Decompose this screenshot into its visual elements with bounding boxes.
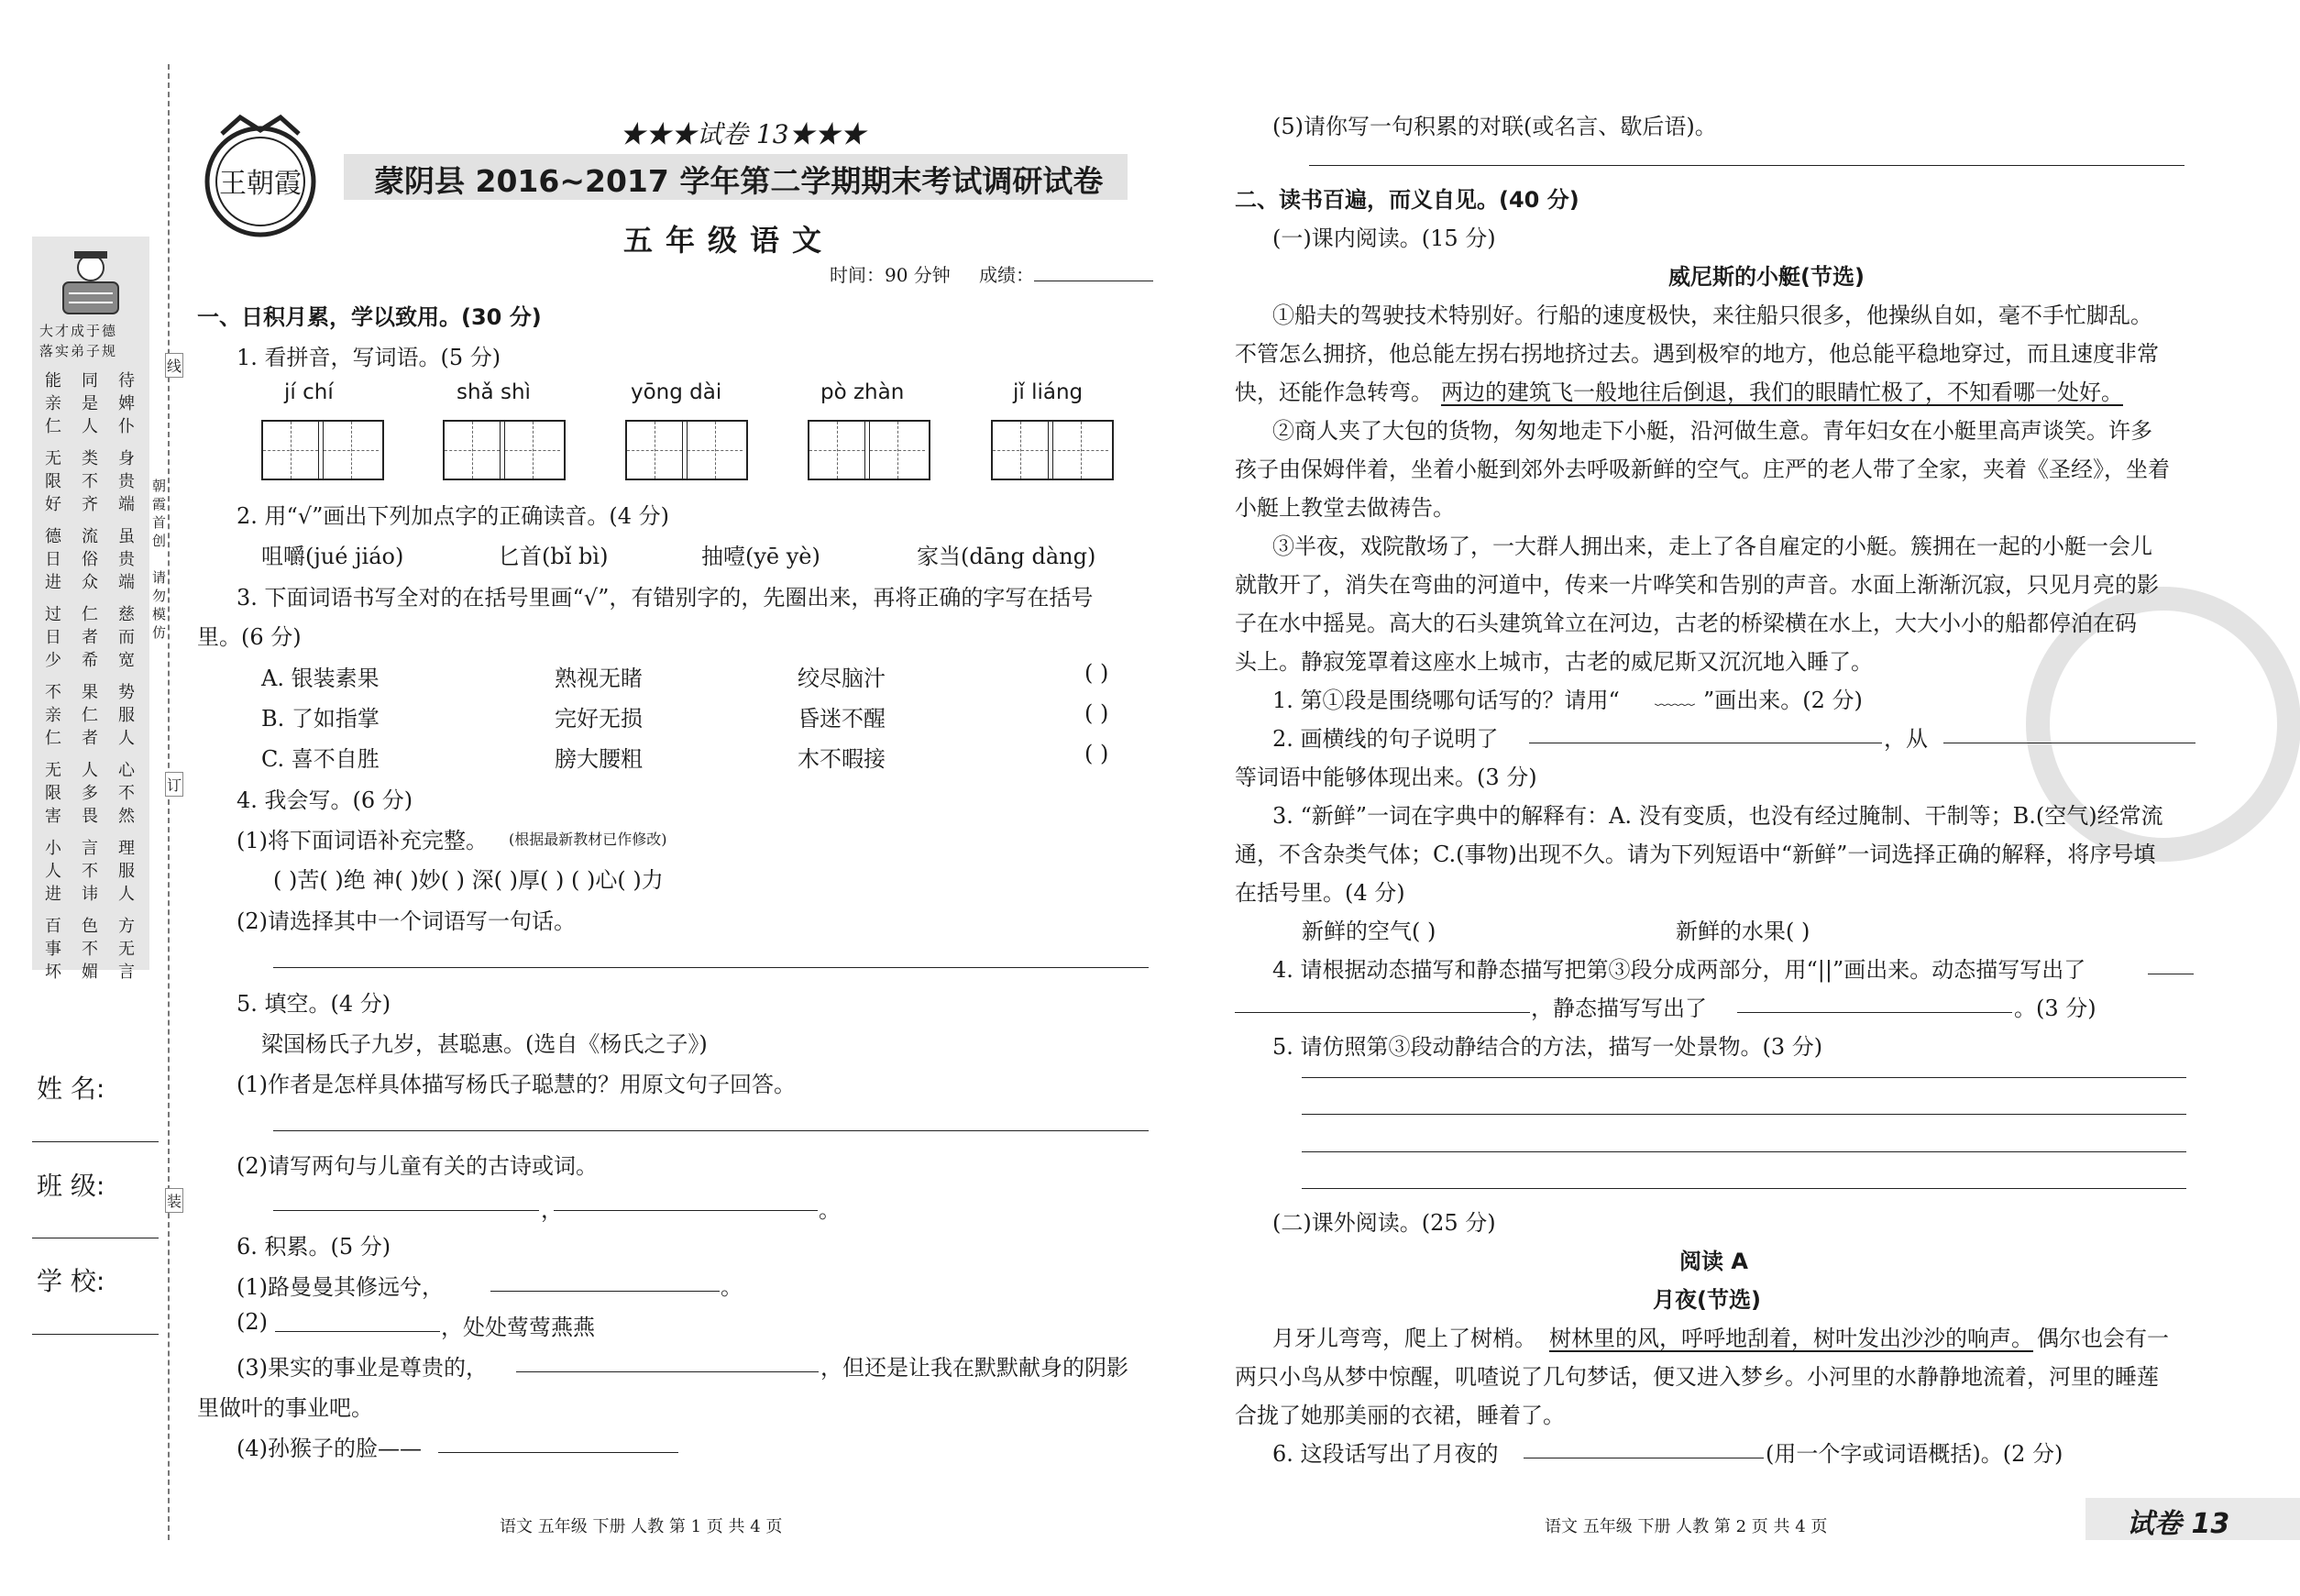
motto-col: 方无言 bbox=[118, 917, 135, 982]
answer-line[interactable] bbox=[438, 1452, 678, 1453]
answer-line[interactable] bbox=[273, 967, 1149, 968]
page-footer-right: 语文 五年级 下册 人教 第 2 页 共 4 页 bbox=[1545, 1517, 1828, 1536]
page-footer-left: 语文 五年级 下册 人教 第 1 页 共 4 页 bbox=[500, 1517, 783, 1536]
passage-2-line: 偶尔也会有一 bbox=[2037, 1326, 2169, 1351]
q4-2-text: (2)请选择其中一个词语写一句话。 bbox=[237, 908, 576, 934]
q4-text: 4. 我会写。(6 分) bbox=[237, 787, 413, 813]
name-field[interactable] bbox=[32, 1141, 159, 1142]
rq1-text-cont: ”画出来。(2 分) bbox=[1703, 688, 1863, 713]
series-badge: 试卷 13 bbox=[2127, 1508, 2230, 1540]
rq5-text: 5. 请仿照第③段动静结合的方法，描写一处景物。(3 分) bbox=[1272, 1034, 1823, 1060]
motto-col: 过日少 bbox=[45, 605, 61, 670]
answer-line[interactable] bbox=[1737, 1012, 2012, 1013]
motto-col: 仁者希 bbox=[82, 605, 98, 670]
time-label: 时间：90 分钟 bbox=[830, 264, 951, 286]
q2-text: 2. 用“√”画出下列加点字的正确读音。(4 分) bbox=[237, 503, 669, 529]
motto-col: 无限好 bbox=[45, 449, 61, 514]
q3-row-c-1: C. 喜不自胜 bbox=[261, 746, 380, 772]
motto-col: 虽贵端 bbox=[118, 527, 135, 592]
q3-row-a-2: 熟视无睹 bbox=[555, 666, 643, 691]
motto-col: 言不讳 bbox=[82, 839, 98, 904]
pinyin-3: yōng dài bbox=[631, 380, 722, 404]
motto-col: 不亲仁 bbox=[45, 683, 61, 748]
q3-row-b-3: 昏迷不醒 bbox=[798, 706, 886, 732]
rq2-text-end: 等词语中能够体现出来。(3 分) bbox=[1235, 765, 1537, 790]
q6-1-text: (1)路曼曼其修远兮， bbox=[237, 1274, 444, 1300]
answer-line[interactable] bbox=[1309, 165, 2184, 166]
q6-5-text: (5)请你写一句积累的对联(或名言、歇后语)。 bbox=[1272, 114, 1717, 139]
q2-item-4: 家当(dāng dàng) bbox=[917, 544, 1096, 569]
q3-row-b-2: 完好无损 bbox=[555, 706, 643, 732]
rq2-text: 2. 画横线的句子说明了 bbox=[1272, 726, 1499, 752]
answer-line[interactable] bbox=[273, 1210, 539, 1211]
motto-col: 无限害 bbox=[45, 761, 61, 826]
score-label: 成绩： bbox=[979, 264, 1034, 286]
underlined-sentence: 两边的建筑飞一般地往后倒退，我们的眼睛忙极了，不知看哪一处好。 bbox=[1441, 380, 2123, 405]
rq6-text: 6. 这段话写出了月夜的 bbox=[1272, 1441, 1499, 1467]
passage-1-line: 子在水中摇晃。高大的石头建筑耸立在河边，古老的桥梁横在水上，大大小小的船都停泊在码 bbox=[1235, 611, 2137, 636]
motto-col: 势服人 bbox=[118, 683, 135, 748]
rq3-text: 3. “新鲜”一词在字典中的解释有：A. 没有变质，也没有经过腌制、干制等；B.(空气)经常流 bbox=[1272, 803, 2163, 829]
q3-row-a-answer[interactable]: ( ) bbox=[1084, 660, 1109, 686]
char-grid[interactable] bbox=[261, 420, 384, 480]
motto-col: 能亲仁 bbox=[45, 371, 61, 436]
answer-line[interactable] bbox=[490, 1291, 720, 1292]
answer-line[interactable] bbox=[273, 1130, 1149, 1131]
passage-1-line: 头上。静寂笼罩着这座水上城市，古老的威尼斯又沉沉地入睡了。 bbox=[1235, 649, 1873, 675]
section-1-heading: 一、日积月累，学以致用。(30 分) bbox=[197, 304, 542, 330]
period: 。 bbox=[819, 1197, 841, 1223]
underlined-sentence: 树林里的风，呼呼地刮着，树叶发出沙沙的响声。 bbox=[1549, 1326, 2033, 1351]
q5-text: 5. 填空。(4 分) bbox=[237, 991, 391, 1017]
q5-2-text: (2)请写两句与儿童有关的古诗或词。 bbox=[237, 1153, 598, 1179]
q2-item-1: 咀嚼(jué jiáo) bbox=[261, 544, 404, 569]
q4-1-fill[interactable]: ( )苦( )绝 神( )妙( ) 深( )厚( ) ( )心( )力 bbox=[273, 867, 664, 893]
wavy-mark-icon: ﹏﹏ bbox=[1655, 687, 1696, 710]
motto-col: 流俗众 bbox=[82, 527, 98, 592]
rq3-text-cont: 通，不含杂类气体；C.(事物)出现不久。请为下列短语中“新鲜”一词选择正确的解释，将序号填 bbox=[1235, 842, 2156, 867]
side-note-2: 请勿模仿 bbox=[152, 569, 167, 641]
answer-line[interactable] bbox=[1302, 1188, 2186, 1189]
motto-col: 德日进 bbox=[45, 527, 61, 592]
q3-text-cont: 里。(6 分) bbox=[197, 624, 302, 650]
class-label: 班 级: bbox=[37, 1171, 105, 1201]
sidebar-panel bbox=[32, 237, 149, 982]
q3-row-c-answer[interactable]: ( ) bbox=[1084, 741, 1109, 766]
q4-1-text: (1)将下面词语补充完整。 bbox=[237, 828, 488, 853]
motto-col: 理服人 bbox=[118, 839, 135, 904]
q6-4-text: (4)孙猴子的脸—— bbox=[237, 1436, 422, 1461]
motto-col: 同是人 bbox=[82, 371, 98, 436]
motto-col: 小人进 bbox=[45, 839, 61, 904]
char-grid[interactable] bbox=[991, 420, 1114, 480]
motto-col: 待婢仆 bbox=[118, 371, 135, 436]
rq1-text: 1. 第①段是围绕哪句话写的？请用“ bbox=[1272, 688, 1620, 713]
motto-col: 人多畏 bbox=[82, 761, 98, 826]
passage-2-line: 合拢了她那美丽的衣裙，睡着了。 bbox=[1235, 1403, 1565, 1428]
motto-col: 慈而宽 bbox=[118, 605, 135, 670]
q3-row-a-3: 绞尽脑汁 bbox=[798, 666, 886, 691]
motto-col: 色不媚 bbox=[82, 917, 98, 982]
motto-col: 身贵端 bbox=[118, 449, 135, 514]
motto-1: 大才成于德 bbox=[39, 323, 118, 339]
passage-1-line: 孩子由保姆伴着，坐着小艇到郊外去呼吸新鲜的空气。庄严的老人带了全家，夹着《圣经》，坐着 bbox=[1235, 457, 2170, 482]
rq2-text-cont: ，从 bbox=[1884, 726, 1928, 752]
q3-row-c-2: 膀大腰粗 bbox=[555, 746, 643, 772]
motto-col: 类不齐 bbox=[82, 449, 98, 514]
part-2-heading: (二)课外阅读。(25 分) bbox=[1272, 1210, 1496, 1236]
binding-mark-1: 线 bbox=[165, 353, 183, 378]
answer-line[interactable] bbox=[1302, 1114, 2186, 1115]
school-field[interactable] bbox=[32, 1334, 159, 1335]
exam-title: 蒙阴县 2016~2017 学年第二学期期末考试调研试卷 bbox=[374, 163, 1104, 199]
char-grid[interactable] bbox=[625, 420, 748, 480]
passage-2-line: 两只小鸟从梦中惊醒，叽喳说了几句梦话，便又进入梦乡。小河里的水静静地流着，河里的睡莲 bbox=[1235, 1364, 2159, 1390]
binding-mark-3: 装 bbox=[165, 1188, 183, 1213]
brand-logo bbox=[194, 108, 341, 246]
name-label: 姓 名: bbox=[37, 1073, 105, 1104]
q2-item-2: 匕首(bǐ bì) bbox=[498, 544, 609, 569]
motto-col: 果仁者 bbox=[82, 683, 98, 748]
passage-1-line: 小艇上教堂去做祷告。 bbox=[1235, 495, 1455, 521]
passage-1-line: 快，还能作急转弯。 bbox=[1235, 380, 1433, 405]
motto-2: 落实弟子规 bbox=[39, 343, 118, 359]
motto-col: 心不然 bbox=[118, 761, 135, 826]
rq3-option-2[interactable]: 新鲜的水果( ) bbox=[1676, 919, 1810, 944]
q4-1-note: (根据最新教材已作修改) bbox=[509, 831, 667, 848]
rq3-option-1[interactable]: 新鲜的空气( ) bbox=[1302, 919, 1436, 944]
part-1-heading: (一)课内阅读。(15 分) bbox=[1272, 226, 1496, 251]
subject-title: 五年级语文 bbox=[623, 223, 835, 258]
passage-1-line: ②商人夹了大包的货物，匆匆地走下小艇，沿河做生意。青年妇女在小艇里高声谈笑。许多 bbox=[1272, 418, 2152, 444]
q6-2-text: (2) bbox=[237, 1309, 268, 1335]
passage-1-line: ①船夫的驾驶技术特别好。行船的速度极快，来往船只很多，他操纵自如，毫不手忙脚乱。 bbox=[1272, 303, 2152, 328]
passage-1-title: 威尼斯的小艇(节选) bbox=[1668, 264, 1865, 290]
passage-1-line: ③半夜，戏院散场了，一大群人拥出来，走上了各自雇定的小艇。簇拥在一起的小艇一会儿 bbox=[1272, 534, 2152, 559]
binding-line bbox=[168, 64, 170, 1540]
q3-row-a-1: A. 银装素果 bbox=[261, 666, 380, 691]
pinyin-4: pò zhàn bbox=[820, 380, 905, 404]
svg-text:王朝霞: 王朝霞 bbox=[219, 168, 302, 200]
pinyin-1: jí chí bbox=[284, 380, 334, 404]
binding-mark-2: 订 bbox=[165, 772, 183, 797]
reading-a-label: 阅读 A bbox=[1679, 1249, 1748, 1274]
side-note-1: 朝霞首创 bbox=[152, 478, 167, 549]
q5-1-text: (1)作者是怎样具体描写杨氏子聪慧的？用原文句子回答。 bbox=[237, 1072, 796, 1097]
pinyin-2: shǎ shì bbox=[457, 380, 531, 404]
char-grid[interactable] bbox=[808, 420, 930, 480]
q6-text: 6. 积累。(5 分) bbox=[237, 1234, 391, 1260]
answer-line[interactable] bbox=[275, 1331, 440, 1332]
q3-text: 3. 下面词语书写全对的在括号里画“√”，有错别字的，先圈出来，再将正确的字写在括号 bbox=[237, 585, 1094, 611]
period: 。 bbox=[721, 1274, 743, 1300]
rq4-text-end: 。(3 分) bbox=[2014, 996, 2096, 1021]
comma: ， bbox=[541, 1197, 563, 1223]
answer-line[interactable] bbox=[1302, 1151, 2186, 1152]
answer-line[interactable] bbox=[1302, 1077, 2186, 1078]
q6-3-text-cont: ，但还是让我在默默献身的阴影 bbox=[820, 1355, 1128, 1381]
passage-1-line: 就散开了，消失在弯曲的河道中，传来一片哗笑和告别的声音。水面上渐渐沉寂，只见月亮的影 bbox=[1235, 572, 2159, 598]
q5-passage: 梁国杨氏子九岁，甚聪惠。(选自《杨氏之子》) bbox=[261, 1031, 708, 1057]
rq4-text: 4. 请根据动态描写和静态描写把第③段分成两部分，用“||”画出来。动态描写写出了 bbox=[1272, 957, 2086, 983]
q6-3-text: (3)果实的事业是尊贵的， bbox=[237, 1355, 488, 1381]
char-grid[interactable] bbox=[443, 420, 566, 480]
answer-line[interactable] bbox=[1235, 1012, 1530, 1013]
rq6-text-cont: (用一个字或词语概括)。(2 分) bbox=[1766, 1441, 2063, 1467]
answer-line[interactable] bbox=[554, 1210, 818, 1211]
q6-3-text-end: 里做叶的事业吧。 bbox=[197, 1395, 373, 1421]
section-2-heading: 二、读书百遍，而义自见。(40 分) bbox=[1235, 187, 1579, 213]
pinyin-5: jǐ liáng bbox=[1013, 380, 1084, 404]
school-label: 学 校: bbox=[37, 1266, 105, 1296]
q1-text: 1. 看拼音，写词语。(5 分) bbox=[237, 345, 501, 370]
answer-line[interactable] bbox=[516, 1371, 819, 1372]
passage-2-line: 月牙儿弯弯，爬上了树梢。 bbox=[1272, 1326, 1536, 1351]
q3-row-c-3: 木不暇接 bbox=[798, 746, 886, 772]
scholar-icon bbox=[32, 246, 149, 319]
q2-item-3: 抽噎(yē yè) bbox=[701, 544, 820, 569]
q3-row-b-answer[interactable]: ( ) bbox=[1084, 700, 1109, 726]
q3-row-b-1: B. 了如指掌 bbox=[261, 706, 380, 732]
q6-2-text-cont: ，处处莺莺燕燕 bbox=[441, 1315, 595, 1340]
series-label: ★★★试卷 13★★★ bbox=[620, 119, 866, 149]
rq4-text-cont: ，静态描写写出了 bbox=[1531, 996, 1707, 1021]
rq3-text-end: 在括号里。(4 分) bbox=[1235, 880, 1405, 906]
passage-2-title: 月夜(节选) bbox=[1653, 1287, 1761, 1313]
motto-col: 百事坏 bbox=[45, 917, 61, 982]
passage-1-line: 不管怎么拥挤，他总能左拐右拐地挤过去。遇到极窄的地方，他总能平稳地穿过，而且速度非常 bbox=[1235, 341, 2159, 367]
